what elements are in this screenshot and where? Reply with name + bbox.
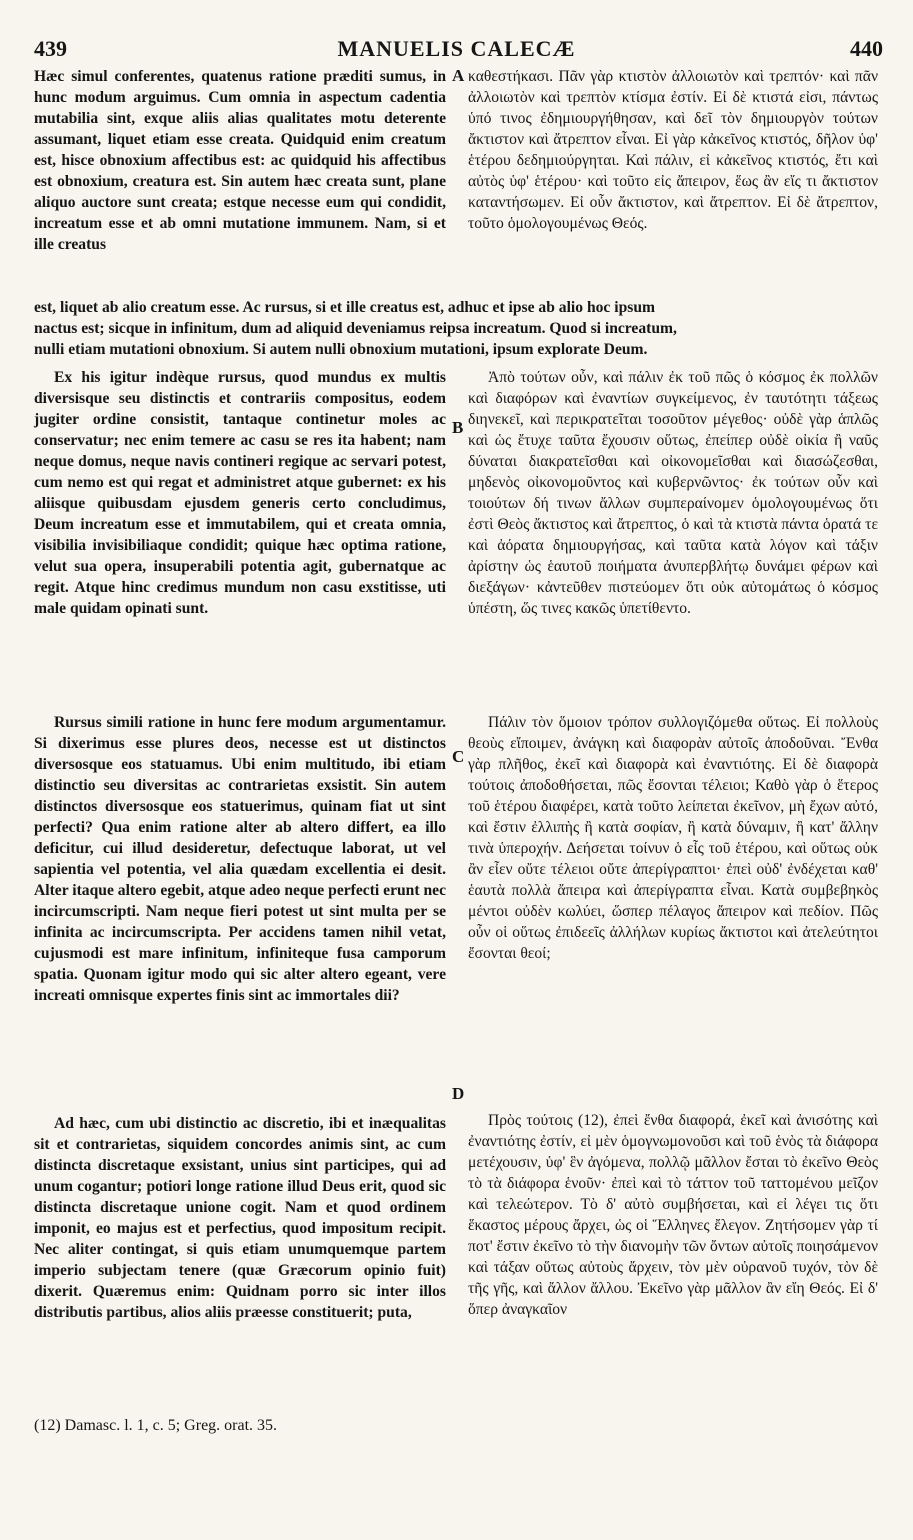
greek-paragraph-1: καθεστήκασι. Πᾶν γὰρ κτιστὸν ἀλλοιωτὸν καὶ τρεπτόν· καὶ πᾶν ἀλλοιωτὸν καὶ τρεπτὸν κτίσμα ἐστίν. Εἰ δὲ κτιστά εἰσι, πάντως ὑπό τινος ἐδημιουργήθησαν, καὶ δεῖ τὸν δημιουργὸν τούτων ἄκτιστον καὶ ἄτρεπτον εἶναι. Εἰ γὰρ κἀκεῖνος κτιστός, δῆλον ὑφ' ἑτέρου δεδημιούργηται. Καὶ πάλιν, εἰ κἀκεῖνος κτιστός, ἔτι καὶ αὐτὸς ὑφ' ἑτέρου· καὶ τοῦτο εἰς ἄπειρον, ἕως ἂν εἴς τι ἄκτιστον καταντήσωμεν. Εἰ οὖν ἄκτιστον, καὶ ἄτρεπτον. Εἰ δὲ ἄτρεπτον, τοῦτο ὁμολογουμένως Θεός.	[468, 68, 878, 232]
latin-column-bottom	[34, 1113, 446, 1323]
greek-column-bottom	[468, 1110, 878, 1320]
greek-paragraph-4: Πρὸς τούτοις (12), ἐπεὶ ἔνθα διαφορά, ἐκεῖ καὶ ἀνισότης καὶ ἐναντιότης ἐστίν, εἰ μὲν ὁμογνωμονοῦσι καὶ τοῦ ἑνὸς τὰ διάφορα μετέχουσιν, ὑφ' ἓν ἀγόμενα, πολλῷ μᾶλλον ἔσται τὸ ἐκεῖνο Θεὸς τὸ τὰ διάφορα ἑνοῦν· ἐπεὶ καὶ τὸ τάττον τοῦ ταττομένου μεῖζον καὶ τελεώτερον. Τὸ δ' αὐτὸ συμβήσεται, καὶ εἰ λέγει τις ὅτι ἕκαστος μέρους ἄρχει, ὡς οἱ Ἕλληνες ἔλεγον. Ζητήσομεν γὰρ τί ποτ' ἔστιν ἐκεῖνο τὸ τὴν διανομὴν τῶν ὄντων αὐτοῖς ποιησάμενον καὶ τάξαν οὕτως αὐτοὺς ἄρχειν, τὸν μὲν οὐρανοῦ τυχόν, τὸν δὲ τῆς γῆς, καὶ ἄλλον ἄλλου. Ἐκεῖνο γὰρ μᾶλλον ἂν εἴη Θεός. Εἰ δ' ὅπερ ἀναγκαῖον	[468, 1112, 878, 1318]
page-number-right: 440	[850, 36, 883, 61]
latin-paragraph-4: Ad hæc, cum ubi distinctio ac discretio, ibi et inæqualitas sit et contrarietas, siquidem concordes animis sint, ac cum distincta discretaque exsistant, unius sint participes, qui ad unum cogantur; potiori longe ratione illud Deus erit, quod sic distincta discretaque unione cogit. Nam et quod ordinem imponit, eo majus est et perfectius, quod impositum recipit. Nec aliter contingat, si quis etiam unumquemque partem imperio subjectam tenere (quæ Græcorum opinio fuit) dixerit. Quæremus enim: Quidnam porro sic inter illos distributis partibus, alios aliis præesse constituerit; puta,	[34, 1115, 446, 1321]
fullwidth-line-3: nulli etiam mutationi obnoxium. Si autem nulli obnoxium mutationi, ipsum explorate Deum.	[34, 341, 648, 358]
page-number-left: 439	[34, 36, 67, 61]
greek-paragraph-3: Πάλιν τὸν ὅμοιον τρόπον συλλογιζόμεθα οὕτως. Εἰ πολλοὺς θεοὺς εἴποιμεν, ἀνάγκη καὶ διαφορὰν αὐτοῖς ἀποδοῦναι. Ἔνθα γὰρ πλῆθος, ἐκεῖ καὶ διαφορὰ καὶ ἐναντιότης. Εἰ δὲ διαφορὰ τούτοις ἀποδοθήσεται, πῶς ἔσονται τέλειοι; Καθὸ γὰρ ὁ ἕτερος τοῦ ἑτέρου διαφέρει, κατὰ τοῦτο λείπεται ἐκεῖνον, μὴ ἔχων αὐτό, καὶ ἔστιν ἐλλιπὴς ἢ κατὰ σοφίαν, ἢ κατὰ δύναμιν, ἢ κατ' ἄλλην τινὰ ὑπεροχήν. Δεήσεται τοίνυν ὁ εἷς τοῦ ἑτέρου, καὶ οὕτως οὐκ ἂν εἶεν οὔτε τέλειοι οὔτε ἀπερίγραπτοι· ἐπεὶ οὐδ' ἐνδέχεται καθ' ἑαυτὰ πολλὰ ἄπειρα καὶ ἀπερίγραπτα εἶναι. Κατὰ συμβεβηκὸς μέντοι οὐδὲν κωλύει, ὥσπερ πέλαγος ἄπειρον καὶ πεδίον. Πῶς οὖν οἱ οὕτως ἐπιδεεῖς ἀλλήλων κυρίως ἄκτιστοι καὶ ἀτελεύτητοι ἔσονται θεοί;	[468, 714, 878, 962]
greek-column-middle	[468, 367, 878, 619]
section-marker-b: B	[452, 418, 464, 437]
section-marker-c: C	[452, 747, 465, 766]
section-marker-d: D	[452, 1084, 465, 1103]
footnote: (12) Damasc. l. 1, c. 5; Greg. orat. 35.	[34, 1417, 278, 1434]
greek-paragraph-2: Ἀπὸ τούτων οὖν, καὶ πάλιν ἐκ τοῦ πῶς ὁ κόσμος ἐκ πολλῶν καὶ διαφόρων καὶ ἐναντίων συγκείμενος, ἐν ταυτότητι τάξεως διηνεκεῖ, καὶ περικρατεῖται τοσοῦτον μέγεθος· οὐδὲ γὰρ ἁπλῶς καὶ ὡς ἔτυχε ταῦτα ἔχουσιν οὕτως, ἐπείπερ οὐδὲ οἰκία ἢ ναῦς δύναται διακρατεῖσθαι καὶ οἰκονομεῖσθαι καὶ διασώζεσθαι, μηδενὸς οἰκονομοῦντος καὶ κυβερνῶντος· ἐκ τούτων οὖν καὶ τοιούτων δή τινων ἄλλων συμπεραίνομεν ὁμολογουμένως ὅτι ἐστὶ Θεὸς ἄκτιστος καὶ ἄτρεπτος, ὁ καὶ τὰ κτιστὰ πάντα ὁρατά τε καὶ ἀόρατα δημιουργήσας, καὶ ταῦτα κατὰ λόγον καὶ τάξιν ἀρίστην ὡς ἑαυτοῦ ποιήματα ἀνυπερβλήτῳ δυνάμει φέρων καὶ διεξάγων· κἀντεῦθεν πιστεύομεν ὅτι οὐκ αὐτομάτως ὁ κόσμος ὑπέστη, ὥς τινες κακῶς ὑπετίθεντο.	[468, 369, 878, 617]
fullwidth-line-1: est, liquet ab alio creatum esse. Ac rursus, si et ille creatus est, adhuc et ipse ab alio hoc ipsum	[34, 299, 655, 316]
latin-paragraph-1: Hæc simul conferentes, quatenus ratione præditi sumus, in hunc modum arguimus. Cum omnia in aspectum cadentia mutabilia sint, exque aliis alias qualitates motu deterente assumant, liquet etiam esse creata. Quidquid enim creatum est, hisce obnoxium affectibus est: ac quidquid his affectibus est obnoxium, creatura est. Sin autem hæc creata sunt, plane aliquo auctore sunt creata; estque necesse eum qui condidit, increatum esse et ab omni mutatione immunem. Nam, si et ille creatus	[34, 68, 446, 253]
section-marker-a: A	[452, 66, 465, 85]
latin-column-middle	[34, 367, 446, 619]
latin-column-lower	[34, 712, 446, 1006]
running-title: MANUELIS CALECÆ	[337, 36, 576, 61]
latin-paragraph-3: Rursus simili ratione in hunc fere modum argumentamur. Si dixerimus esse plures deos, necesse est ut distinctos diversosque eos statuamus. Ubi enim multitudo, ibi etiam distinctio seu diversitas ac contrarietas exsistit. Sin autem distinctos diversosque eos statuerimus, quinam fiat ut sint perfecti? Qua enim ratione alter ab altero differt, ea illo deficitur, cui illud desideretur, defectuque laborat, ut vel sapientia vel potentia, vel alia quædam excellentia ei desit. Alter itaque altero egebit, atque adeo neque perfecti erunt nec incircumscripti. Nam neque fieri potest ut sint multa per se infinita ac incircumscripta. Per accidens tamen nihil vetat, cujusmodi est mare infinitum, infiniteque fusa camporum spatia. Quonam igitur modo qui sic alter altero egeant, vere increati omnisque expertes finis sint ac immortales dii?	[34, 714, 446, 1004]
fullwidth-latin	[34, 297, 878, 360]
latin-paragraph-2: Ex his igitur indèque rursus, quod mundus ex multis diversisque seu distinctis et contrariis compositus, eodem jugiter ordine consistit, tantaque continetur moles ac conservatur; nec enim temere ac casu se res ita habent; nam neque domus, neque navis contineri regique ac servari potest, cum nemo est qui regat et administret atque gubernet: ex his aliisque quibusdam ejusdem generis certo concludimus, Deum increatum esse et immutabilem, qui et creata omnia, visibilia invisibiliaque condidit; quique hæc optima ratione, velut sua opera, insuperabili potentia agit, gubernatque ac regit. Atque hinc credimus mundum non casu exstitisse, uti male quidam opinati sunt.	[34, 369, 446, 617]
fullwidth-line-2: nactus est; sicque in infinitum, dum ad aliquid deveniamus reipsa increatum. Quod si increatum,	[34, 320, 677, 337]
greek-column-top	[468, 66, 878, 234]
greek-column-lower	[468, 712, 878, 964]
latin-column-top	[34, 66, 446, 255]
